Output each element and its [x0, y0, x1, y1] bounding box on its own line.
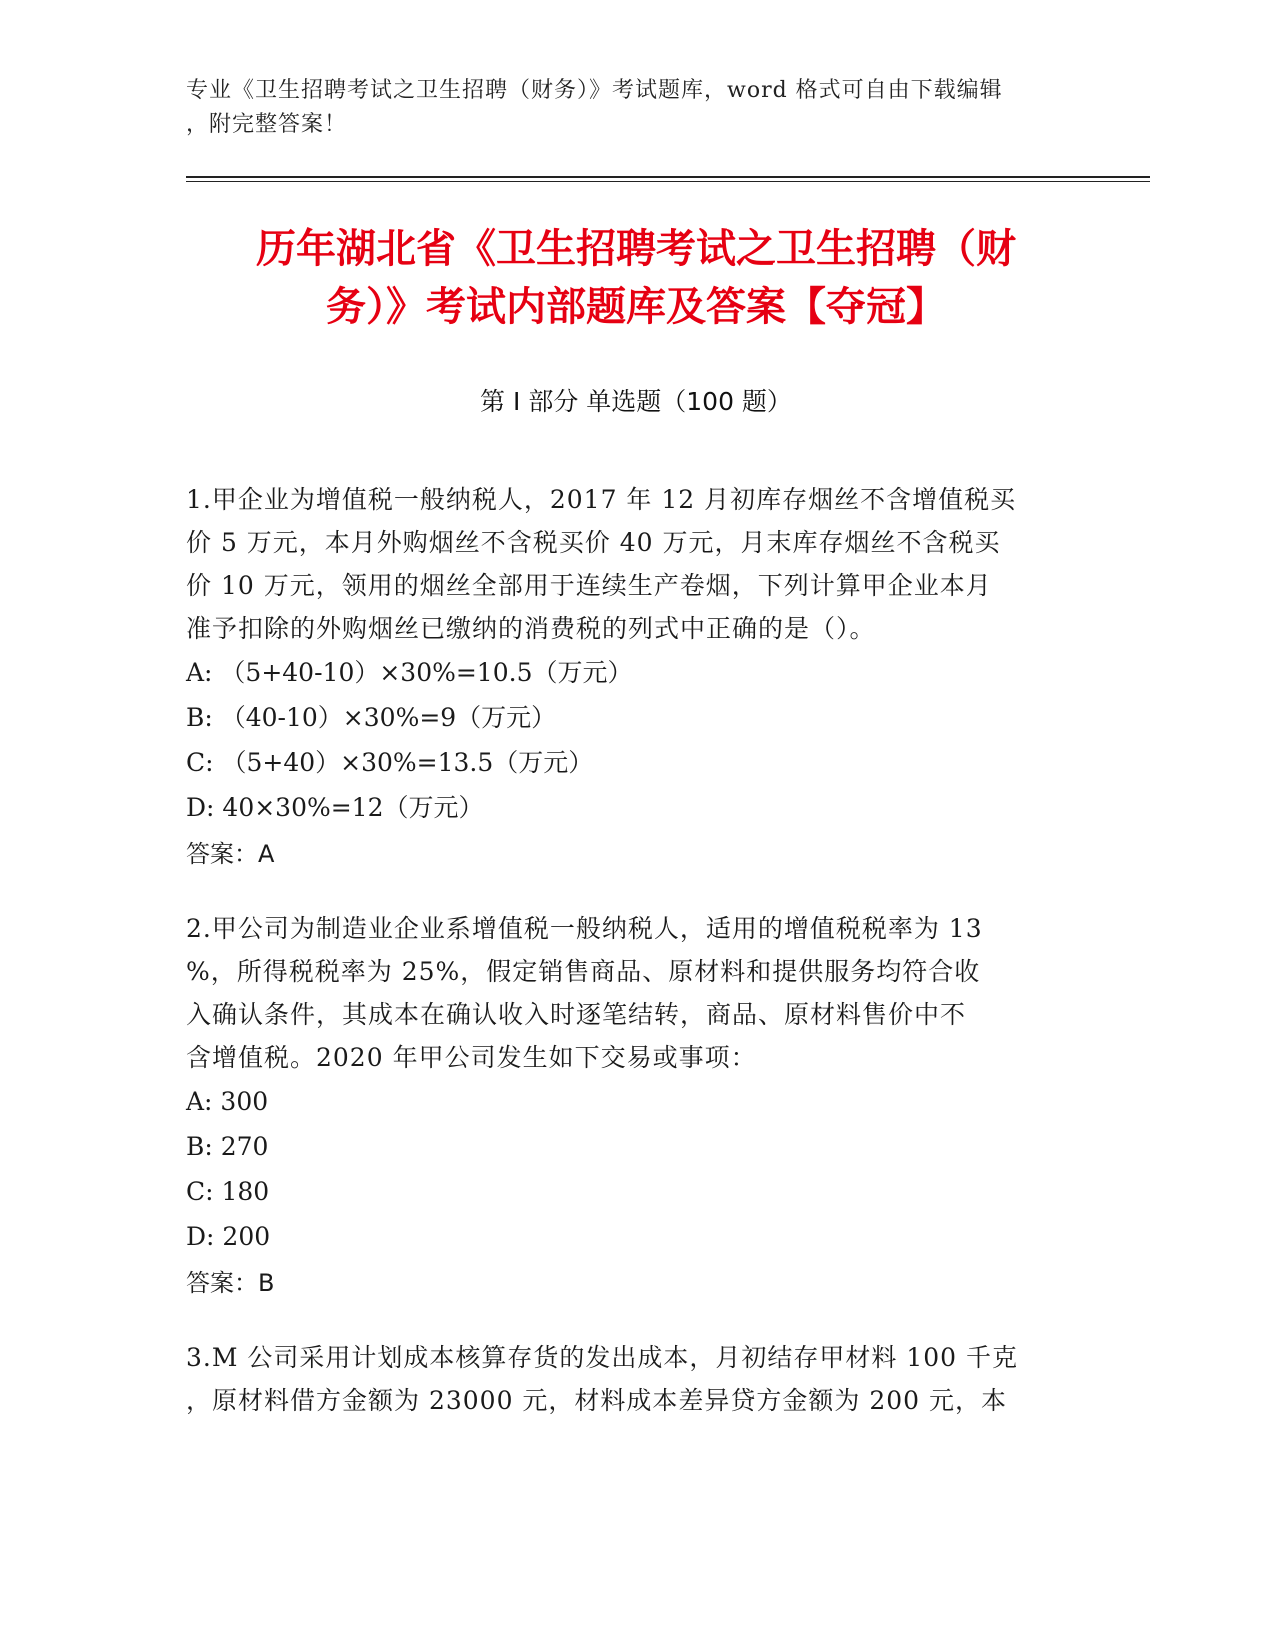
option-d: D: 200 [186, 1222, 271, 1251]
question-3 [186, 1336, 1076, 1422]
option-a: A: （5+40-10）×30%=10.5（万元） [186, 658, 633, 687]
question-stem-line: 1.甲企业为增值税一般纳税人，2017 年 12 月初库存烟丝不含增值税买 [186, 485, 1017, 514]
question-2 [186, 907, 1076, 1306]
option-c: C: 180 [186, 1177, 270, 1206]
header-note [186, 74, 1066, 142]
question-list [186, 478, 1076, 1452]
answer-text: 答案：A [186, 840, 275, 868]
option-b: B: 270 [186, 1132, 269, 1161]
question-stem-line: %，所得税税率为 25%，假定销售商品、原材料和提供服务均符合收 [186, 957, 981, 986]
question-stem [186, 907, 1076, 1079]
document-title-line-2: 务）》考试内部题库及答案【夺冠】 [326, 284, 946, 330]
question-1 [186, 478, 1076, 877]
question-stem-line: 2.甲公司为制造业企业系增值税一般纳税人，适用的增值税税率为 13 [186, 914, 983, 943]
question-stem-line: ，原材料借方金额为 23000 元，材料成本差异贷方金额为 200 元，本 [186, 1386, 1008, 1415]
header-divider-thin [186, 181, 1150, 182]
header-divider-thick [186, 176, 1150, 178]
question-stem-line: 价 10 万元，领用的烟丝全部用于连续生产卷烟，下列计算甲企业本月 [186, 571, 992, 600]
document-title [186, 220, 1086, 336]
header-note-line-2: ，附完整答案！ [186, 112, 348, 137]
question-stem [186, 1336, 1076, 1422]
question-stem-line: 价 5 万元，本月外购烟丝不含税买价 40 万元，月末库存烟丝不含税买 [186, 528, 1001, 557]
section-heading: 第 I 部分 单选题（100 题） [480, 387, 792, 416]
option-c: C: （5+40）×30%=13.5（万元） [186, 748, 594, 777]
question-stem [186, 478, 1076, 650]
option-b: B: （40-10）×30%=9（万元） [186, 703, 557, 732]
question-stem-line: 准予扣除的外购烟丝已缴纳的消费税的列式中正确的是（）。 [186, 614, 876, 643]
option-a: A: 300 [186, 1087, 269, 1116]
question-stem-line: 入确认条件，其成本在确认收入时逐笔结转，商品、原材料售价中不 [186, 1000, 967, 1029]
document-title-line-1: 历年湖北省《卫生招聘考试之卫生招聘（财 [256, 226, 1016, 272]
question-stem-line: 含增值税。2020 年甲公司发生如下交易或事项： [186, 1043, 757, 1072]
header-note-line-1: 专业《卫生招聘考试之卫生招聘（财务）》考试题库，word 格式可自由下载编辑 [186, 78, 1003, 103]
option-d: D: 40×30%=12（万元） [186, 793, 484, 822]
question-stem-line: 3.M 公司采用计划成本核算存货的发出成本，月初结存甲材料 100 千克 [186, 1343, 1019, 1372]
answer-text: 答案：B [186, 1269, 275, 1297]
